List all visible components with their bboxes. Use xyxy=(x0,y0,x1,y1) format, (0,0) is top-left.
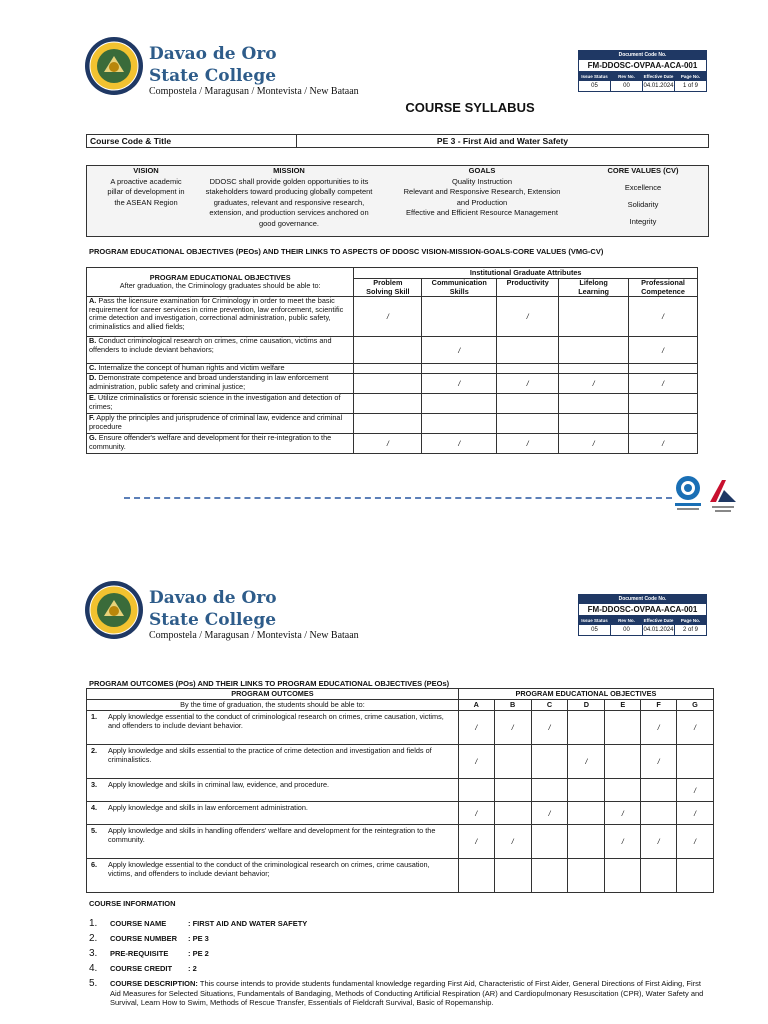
attribute-header: Problem Solving Skill xyxy=(354,279,422,297)
po-heading: PROGRAM OUTCOMES (POs) AND THEIR LINKS TO PROGRAM EDUCATIONAL OBJECTIVES (PEOs) xyxy=(89,679,450,688)
course-code-label: Course Code & Title xyxy=(87,135,297,147)
po-mark: / xyxy=(641,711,677,745)
peo-letter: D. xyxy=(89,373,97,382)
college-name-line2: State College xyxy=(149,610,277,630)
peo-letter-header: B xyxy=(494,700,531,711)
peo-text: Apply the principles and jurisprudence of criminal law, evidence and criminal procedure xyxy=(89,413,343,431)
peo-mark: / xyxy=(559,374,629,394)
po-mark xyxy=(677,859,714,893)
college-seal-icon xyxy=(84,36,144,96)
po-outcome xyxy=(87,859,459,893)
vision-title: VISION xyxy=(133,166,159,175)
po-outcome xyxy=(87,745,459,779)
course-code-row xyxy=(86,134,709,148)
meta-label: Page No. xyxy=(675,616,706,625)
doc-code: FM-DDOSC-OVPAA-ACA-001 xyxy=(579,604,706,616)
peo-mark xyxy=(497,414,559,434)
po-mark xyxy=(605,711,641,745)
po-mark xyxy=(531,825,568,859)
course-description-label: COURSE DESCRIPTION: xyxy=(110,979,198,988)
peo-mark xyxy=(497,364,559,374)
college-name-line2: State College xyxy=(149,66,277,86)
po-mark: / xyxy=(677,802,714,825)
po-mark xyxy=(494,779,531,802)
peo-row xyxy=(87,374,698,394)
meta-label: Effective Date xyxy=(643,618,674,623)
vision-line: pillar of development in xyxy=(107,187,185,196)
po-mark: / xyxy=(677,825,714,859)
peo-letter-header: C xyxy=(531,700,568,711)
course-info-number: 4. xyxy=(89,963,98,974)
peo-mark xyxy=(497,394,559,414)
peo-objective xyxy=(87,434,354,454)
course-info-number: 1. xyxy=(89,918,98,929)
po-number: 1. xyxy=(91,712,98,721)
peo-col-title-text: PROGRAM EDUCATIONAL OBJECTIVES xyxy=(149,272,291,282)
po-row xyxy=(87,711,714,745)
meta-label: Effective Date xyxy=(643,74,674,79)
course-info-item xyxy=(89,934,709,944)
po-mark: / xyxy=(458,802,494,825)
po-mark: / xyxy=(605,825,641,859)
po-mark xyxy=(605,779,641,802)
meta-value: 05 xyxy=(579,81,611,91)
college-campuses: Compostela / Maragusan / Montevista / New Bataan xyxy=(149,630,359,641)
po-row xyxy=(87,802,714,825)
po-outcome xyxy=(87,711,459,745)
po-mark xyxy=(641,859,677,893)
peo-text: Conduct criminological research on crimes, crime causation, victims and offenders to include deviant behaviors; xyxy=(89,336,332,354)
peo-mark: / xyxy=(629,337,698,364)
po-mark xyxy=(568,779,605,802)
peo-group-title: PROGRAM EDUCATIONAL OBJECTIVES xyxy=(458,689,713,700)
po-mark: / xyxy=(677,711,714,745)
po-mark xyxy=(458,859,494,893)
course-description-item xyxy=(89,979,709,1008)
peo-mark xyxy=(354,394,422,414)
socotec-certification-icon xyxy=(672,474,704,514)
po-mark xyxy=(568,711,605,745)
mission-line: extension, and production services anchored on xyxy=(209,208,369,217)
peo-mark: / xyxy=(354,297,422,337)
po-number: 6. xyxy=(91,860,98,869)
peo-row xyxy=(87,337,698,364)
po-table xyxy=(86,688,714,893)
course-info-number: 3. xyxy=(89,948,98,959)
po-mark: / xyxy=(568,745,605,779)
peo-mark xyxy=(629,394,698,414)
course-info-key: COURSE NUMBER xyxy=(110,934,178,943)
peo-objective xyxy=(87,364,354,374)
po-outcome xyxy=(87,779,459,802)
goals-column xyxy=(387,166,577,219)
mission-line: good governance. xyxy=(258,218,320,228)
goal-line: Effective and Efficient Resource Management xyxy=(406,208,558,217)
syllabus-title: COURSE SYLLABUS xyxy=(405,100,535,115)
mission-title: MISSION xyxy=(273,166,305,175)
po-number: 3. xyxy=(91,780,98,789)
attribute-header: Productivity xyxy=(497,279,559,297)
po-text: Apply knowledge and skills in law enforcement administration. xyxy=(108,803,308,812)
peo-mark xyxy=(422,364,497,374)
course-info-item xyxy=(89,919,709,929)
course-info-key: PRE-REQUISITE xyxy=(110,949,169,958)
mission-line: DDOSC shall provide golden opportunities to its xyxy=(209,176,369,186)
peo-mark xyxy=(559,394,629,414)
peo-letter: E. xyxy=(89,393,96,402)
peo-mark xyxy=(422,297,497,337)
peo-text: Ensure offender's welfare and development for their re-integration to the community. xyxy=(89,433,332,451)
vision-line: the ASEAN Region xyxy=(114,197,178,207)
po-mark xyxy=(531,779,568,802)
peo-row xyxy=(87,414,698,434)
course-description-text: This course intends to provide students fundamental knowledge regarding First Aid, Characteristic of First Aider, General Directions of First Aiding, First Aid Measures for Selected Situations, Fundamentals of Bandaging, Methods of Conducting Artificial Respiration (AR) and Cardiopulmonary Resuscitation (CPR), Water Safety and Survival, Learn How to Swim, Methods of Rescue Transfer, Essentials of Fieldcraft Survival, Basic of Ropemanship. xyxy=(110,979,704,1007)
peo-mark xyxy=(629,414,698,434)
college-name xyxy=(149,43,277,87)
po-mark: / xyxy=(531,711,568,745)
attribute-header: Professional Competence xyxy=(629,279,698,297)
course-info-value: : FIRST AID AND WATER SAFETY xyxy=(188,919,308,928)
course-info-heading: COURSE INFORMATION xyxy=(89,899,176,908)
po-mark: / xyxy=(458,825,494,859)
peo-objective xyxy=(87,394,354,414)
document-code-box xyxy=(578,594,707,636)
peo-letter-header: F xyxy=(641,700,677,711)
course-code-value: PE 3 - First Aid and Water Safety xyxy=(436,136,569,146)
course-info-number: 5. xyxy=(89,978,98,989)
po-text: Apply knowledge and skills in handling offenders' welfare and development for the reintegration to the community. xyxy=(108,826,436,844)
peo-objective xyxy=(87,374,354,394)
peo-mark xyxy=(354,364,422,374)
college-name-line1: Davao de Oro xyxy=(149,588,277,608)
po-outcome xyxy=(87,825,459,859)
po-mark xyxy=(677,745,714,779)
peo-mark: / xyxy=(354,434,422,454)
core-value: Solidarity xyxy=(627,199,659,209)
peo-objective xyxy=(87,297,354,337)
po-mark: / xyxy=(458,745,494,779)
mission-column xyxy=(191,166,387,229)
peo-text: Internalize the concept of human rights and victim welfare xyxy=(96,363,285,372)
meta-value: 04.01.2024 xyxy=(643,83,674,89)
core-values-title: CORE VALUES (CV) xyxy=(607,166,679,175)
vision-line: A proactive academic xyxy=(110,176,182,186)
page-divider xyxy=(124,497,672,501)
po-mark: / xyxy=(641,825,677,859)
syllabus-page-1 xyxy=(0,0,768,500)
meta-value: 05 xyxy=(579,625,611,635)
course-info-item xyxy=(89,949,709,959)
po-number: 2. xyxy=(91,746,98,755)
peo-letter: F. xyxy=(89,413,95,422)
po-table-body xyxy=(87,711,714,893)
course-info-value: : 2 xyxy=(188,964,197,973)
po-number: 5. xyxy=(91,826,98,835)
peo-letter-header: G xyxy=(677,700,714,711)
mission-line: graduates, relevant and responsive research, xyxy=(213,197,365,207)
goal-line: Quality Instruction xyxy=(451,176,513,186)
meta-value: 1 of 9 xyxy=(682,83,698,89)
peo-mark: / xyxy=(629,434,698,454)
po-mark xyxy=(605,745,641,779)
peo-mark: / xyxy=(422,337,497,364)
peo-text: Utilize criminalistics or forensic science in the investigation and detection of crimes; xyxy=(89,393,341,411)
peo-letter-header: A xyxy=(458,700,494,711)
po-mark xyxy=(641,779,677,802)
po-col-title: PROGRAM OUTCOMES xyxy=(87,689,459,700)
course-info-list xyxy=(89,919,709,1013)
syllabus-page-2 xyxy=(0,560,768,1024)
po-mark: / xyxy=(458,711,494,745)
meta-value: 00 xyxy=(611,81,643,91)
po-row xyxy=(87,779,714,802)
po-text: Apply knowledge and skills in criminal law, evidence, and procedure. xyxy=(108,780,330,789)
peo-objective xyxy=(87,414,354,434)
college-name-line1: Davao de Oro xyxy=(149,44,277,64)
peo-mark xyxy=(559,414,629,434)
po-mark: / xyxy=(641,745,677,779)
course-info-item xyxy=(89,964,709,974)
document-code-box xyxy=(578,50,707,92)
course-info-value: : PE 2 xyxy=(188,949,209,958)
po-mark xyxy=(458,779,494,802)
po-mark: / xyxy=(677,779,714,802)
attribute-header: Communication Skills xyxy=(422,279,497,297)
meta-label: Issue Status xyxy=(579,616,611,625)
po-text: Apply knowledge and skills essential to the practice of crime detection and investigation and fields of criminalistics. xyxy=(108,746,432,764)
po-mark xyxy=(568,825,605,859)
po-mark xyxy=(494,745,531,779)
peo-letter-header: E xyxy=(605,700,641,711)
attribute-header: Lifelong Learning xyxy=(559,279,629,297)
peo-mark xyxy=(422,414,497,434)
uab-accreditation-icon xyxy=(706,476,740,516)
po-text: Apply knowledge essential to the conduct of the criminological research on crimes, crime causation, victims, and offenders to include deviant behavior; xyxy=(108,860,430,878)
goals-title: GOALS xyxy=(468,166,496,175)
po-mark: / xyxy=(531,802,568,825)
core-value: Integrity xyxy=(629,216,657,226)
meta-value: 00 xyxy=(611,625,643,635)
po-mark xyxy=(494,802,531,825)
po-mark xyxy=(568,802,605,825)
peo-col-title xyxy=(87,268,354,297)
peo-mark xyxy=(354,374,422,394)
po-col-subtitle: By the time of graduation, the students should be able to: xyxy=(87,700,459,711)
doc-code-label: Document Code No. xyxy=(579,51,706,60)
peo-mark xyxy=(559,337,629,364)
peo-mark: / xyxy=(422,434,497,454)
goal-line: and Production xyxy=(456,197,508,207)
peo-mark xyxy=(497,337,559,364)
po-mark xyxy=(494,859,531,893)
meta-value: 04.01.2024 xyxy=(643,627,674,633)
peo-mark: / xyxy=(497,434,559,454)
doc-code: FM-DDOSC-OVPAA-ACA-001 xyxy=(579,60,706,72)
peo-mark xyxy=(559,297,629,337)
peo-mark: / xyxy=(629,374,698,394)
doc-code-label: Document Code No. xyxy=(579,595,706,604)
vmg-box xyxy=(86,165,709,237)
college-campuses: Compostela / Maragusan / Montevista / New Bataan xyxy=(149,86,359,97)
po-mark xyxy=(641,802,677,825)
course-info-key: COURSE NAME xyxy=(110,919,167,928)
peo-letter-header: D xyxy=(568,700,605,711)
po-number: 4. xyxy=(91,803,98,812)
core-values-column xyxy=(587,166,699,230)
peo-mark: / xyxy=(422,374,497,394)
po-row xyxy=(87,859,714,893)
peo-table-body xyxy=(87,297,698,454)
po-mark: / xyxy=(494,711,531,745)
core-value: Excellence xyxy=(624,182,662,192)
peo-col-subtitle: After graduation, the Criminology graduates should be able to: xyxy=(119,281,321,290)
peo-mark xyxy=(422,394,497,414)
peo-mark: / xyxy=(497,297,559,337)
po-outcome xyxy=(87,802,459,825)
peo-row xyxy=(87,434,698,454)
meta-label: Issue Status xyxy=(579,72,611,81)
po-mark xyxy=(531,859,568,893)
peo-mark xyxy=(629,364,698,374)
college-seal-icon xyxy=(84,580,144,640)
meta-label: Page No. xyxy=(675,72,706,81)
peo-mark xyxy=(354,414,422,434)
vision-column xyxy=(91,166,201,208)
mission-line: stakeholders toward producing globally competent xyxy=(205,187,373,196)
peo-letter: B. xyxy=(89,336,97,345)
peo-text: Pass the licensure examination for Criminology in order to meet the basic requirement for career services in crime prevention, law enforcement, scientific crime detection and investigation, correctional administration, public safety, criminalistics and allied fields; xyxy=(89,296,344,331)
peo-objective xyxy=(87,337,354,364)
po-mark: / xyxy=(494,825,531,859)
college-name xyxy=(149,587,277,631)
po-mark xyxy=(531,745,568,779)
peo-row xyxy=(87,297,698,337)
po-row xyxy=(87,745,714,779)
attributes-group-title: Institutional Graduate Attributes xyxy=(354,268,698,279)
po-text: Apply knowledge essential to the conduct of criminological research on crimes, crime causation, victims, and offenders to include deviant behavior. xyxy=(108,712,444,730)
peo-mark xyxy=(559,364,629,374)
peo-text: Demonstrate competence and broad understanding in law enforcement administration, public safety and criminal justice; xyxy=(89,373,329,391)
po-row xyxy=(87,825,714,859)
meta-value: 2 of 9 xyxy=(682,627,698,633)
po-mark xyxy=(568,859,605,893)
peo-letter: A. xyxy=(89,296,97,305)
meta-label: Rev No. xyxy=(611,616,643,625)
peo-mark: / xyxy=(559,434,629,454)
peo-heading: PROGRAM EDUCATIONAL OBJECTIVES (PEOs) AND THEIR LINKS TO ASPECTS OF DDOSC VISION-MISSION-GOALS-CORE VALUES (VMG-CV) xyxy=(89,247,604,256)
peo-row xyxy=(87,364,698,374)
po-mark xyxy=(605,859,641,893)
goal-line: Relevant and Responsive Research, Extension xyxy=(403,187,561,196)
course-description xyxy=(110,979,709,1008)
meta-label: Rev No. xyxy=(611,72,643,81)
peo-mark xyxy=(354,337,422,364)
peo-row xyxy=(87,394,698,414)
po-mark: / xyxy=(605,802,641,825)
peo-table xyxy=(86,267,698,454)
course-info-value: : PE 3 xyxy=(188,934,209,943)
peo-mark: / xyxy=(497,374,559,394)
peo-mark: / xyxy=(629,297,698,337)
course-info-key: COURSE CREDIT xyxy=(110,964,173,973)
peo-letter: C. xyxy=(89,363,97,372)
peo-letter: G. xyxy=(89,433,97,442)
course-info-number: 2. xyxy=(89,933,98,944)
